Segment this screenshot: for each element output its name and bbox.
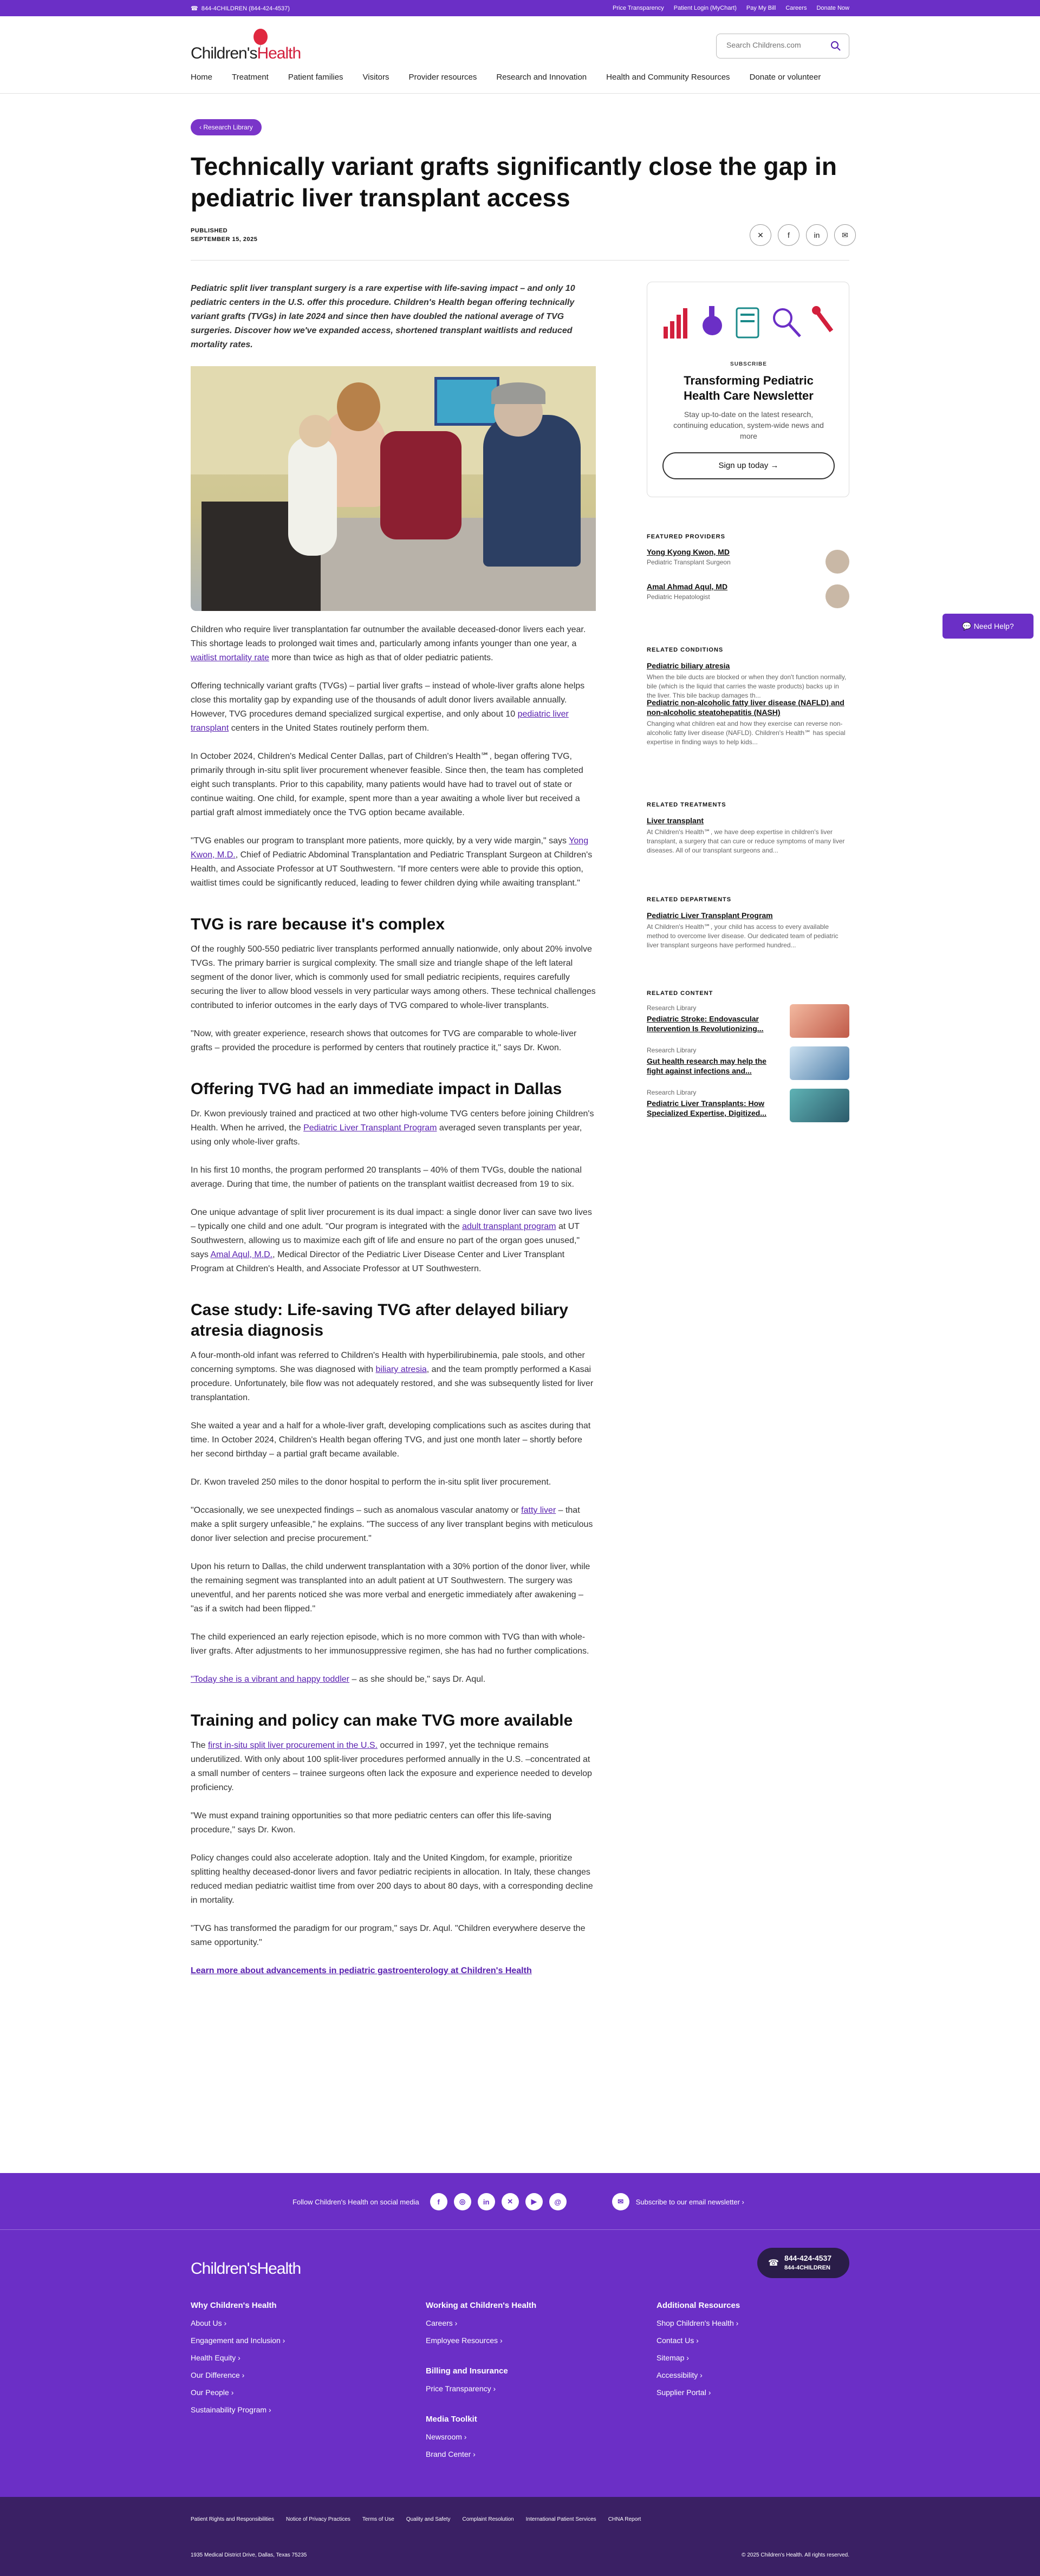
x-share-icon[interactable]: ✕ <box>750 224 771 246</box>
nav-item[interactable]: Provider resources <box>408 73 477 82</box>
divider <box>191 260 849 261</box>
spacer <box>426 2353 536 2366</box>
paragraph: "Today she is a vibrant and happy toddler – as she should be," says Dr. Aqul. <box>191 1675 486 1684</box>
utility-bar <box>0 0 1040 16</box>
section-heading: TVG is rare because it's complex <box>191 915 445 933</box>
article-body <box>191 282 596 1992</box>
inline-link[interactable]: fatty liver <box>521 1506 556 1515</box>
section-heading: Offering TVG had an immediate impact in Dallas <box>191 1080 562 1098</box>
footer-link[interactable]: Newsroom › <box>426 2432 467 2441</box>
footer-link[interactable]: Sustainability Program › <box>191 2405 271 2414</box>
youtube-icon[interactable]: ▶ <box>525 2193 543 2210</box>
related-item-link[interactable]: Liver transplant <box>647 816 704 825</box>
footer-column-resources <box>656 2301 740 2405</box>
social-bar: Follow Children's Health on social media f ◎ in ✕ ▶ @ ✉ Subscribe to our email newsletter › <box>292 2193 744 2210</box>
email-icon[interactable]: ✉ <box>612 2193 629 2210</box>
legal-link[interactable]: Notice of Privacy Practices <box>285 2516 350 2522</box>
related-item-link[interactable]: Pediatric biliary atresia <box>647 661 730 670</box>
newsletter-description: Stay up-to-date on the latest research, continuing education, system-wide news and more <box>673 410 824 440</box>
email-newsletter-link[interactable]: Subscribe to our email newsletter › <box>635 2197 744 2206</box>
paragraph: "Now, with greater experience, research shows that outcomes for TVG are comparable to whole-liver grafts – provided the procedure is performed by centers that routinely practice it," says Dr. Kwon. <box>191 1029 577 1052</box>
newsletter-heading: Transforming Pediatric Health Care Newsletter <box>684 374 814 402</box>
footer-phone-button[interactable]: ☎ 844-424-4537 844-4CHILDREN <box>757 2248 849 2278</box>
utility-link[interactable]: Donate Now <box>816 5 849 11</box>
section-heading: Training and policy can make TVG more available <box>191 1712 573 1729</box>
provider-name[interactable]: Amal Ahmad Aqul, MD <box>647 582 728 591</box>
utility-link[interactable]: Pay My Bill <box>746 5 776 11</box>
paragraph: In October 2024, Children's Medical Center Dallas, part of Children's Health℠, began offering TVG, primarily through in-situ split liver procurement whenever feasible. Since then, the team has completed eight such transplants. Prior to this capability, many patients would have had to travel out of state or continue waiting. One child, for example, spent more than a year awaiting a whole liver but received a partial graft almost immediately once the TVG option became available. <box>191 752 583 817</box>
footer-link[interactable]: Sitemap › <box>656 2353 689 2362</box>
related-item-link[interactable]: Pediatric non-alcoholic fatty liver disease (NAFLD) and non-alcoholic steatohepatitis (NASH) <box>647 698 844 717</box>
content-thumbnail[interactable] <box>790 1089 849 1122</box>
paragraph: Dr. Kwon traveled 250 miles to the donor hospital to perform the in-situ split liver procurement. <box>191 1478 551 1487</box>
utility-link[interactable]: Price Transparency <box>612 5 664 11</box>
main-nav <box>191 73 821 82</box>
email-share-icon[interactable]: ✉ <box>834 224 856 246</box>
related-treatments: RELATED TREATMENTS Liver transplant At Children's Health℠, we have deep expertise in children's liver transplant, a surgery that can cure or reduce symptoms of many liver diseases. All of our transplant surgeons and... <box>647 802 849 853</box>
featured-providers: FEATURED PROVIDERS Yong Kyong Kwon, MD Pediatric Transplant Surgeon Amal Ahmad Aqul, MD Pediatric Hepatologist <box>647 534 849 617</box>
newsletter-illustration-icon <box>647 298 850 342</box>
avatar <box>826 584 849 608</box>
facebook-icon[interactable]: f <box>430 2193 447 2210</box>
linkedin-share-icon[interactable]: in <box>806 224 828 246</box>
nav-item[interactable]: Home <box>191 73 213 82</box>
section-heading: Case study: Life-saving TVG after delayed biliary atresia diagnosis <box>191 1301 568 1339</box>
legal-link[interactable]: Complaint Resolution <box>462 2516 514 2522</box>
footer-link[interactable]: Careers › <box>426 2319 458 2327</box>
related-item-desc: Changing what children eat and how they exercise can reverse non-alcoholic fatty liver disease (NAFLD). Children's Health℠ has special expertise in finding ways to help kids... <box>647 720 846 746</box>
provider-card[interactable] <box>647 548 849 577</box>
paragraph: Dr. Kwon previously trained and practiced at two other high-volume TVG centers before joining Children's Health. When he arrived, the Pediatric Liver Transplant Program averaged seven transplants per year, using only whole-liver grafts. <box>191 1109 594 1147</box>
paragraph: Policy changes could also accelerate adoption. Italy and the United Kingdom, for example, prioritize splitting healthy deceased-donor livers and favor pediatric recipients in allocation. In Italy, these changes reduced median pediatric waitlist time from over 200 days to about 80 days, with a corresponding decline in mortality. <box>191 1853 593 1905</box>
article-lede: Pediatric split liver transplant surgery is a rare expertise with life-saving impact – and only 10 pediatric centers in the U.S. offer this procedure. Children's Health began offering technically variant grafts (TVGs) in late 2024 and since then have doubled the national average of TVG surgeries. Discover how we've expanded access, shortened transplant waitlists and reduced mortality rates. <box>191 284 575 349</box>
paragraph: Children who require liver transplantation far outnumber the available deceased-donor livers each year. This shortage leads to prolonged wait times and, particularly among infants younger than one year, a waitlist mortality rate more than twice as high as that of older pediatric patients. <box>191 625 586 662</box>
footer-link[interactable]: Our Difference › <box>191 2371 245 2379</box>
content-kind: Research Library <box>647 1004 697 1012</box>
legal-link[interactable]: Patient Rights and Responsibilities <box>191 2516 274 2522</box>
content-thumbnail[interactable] <box>790 1046 849 1080</box>
provider-name[interactable]: Yong Kyong Kwon, MD <box>647 548 730 556</box>
related-item-desc: When the bile ducts are blocked or when they don't function normally, bile (which is the liquid that carries the waste products) backs up in the liver. This bile backup damages th... <box>647 673 847 699</box>
phone-icon: ☎ <box>768 2259 779 2268</box>
paragraph: A four-month-old infant was referred to Children's Health with hyperbilirubinemia, pale stools, and other concerning symptoms. She was diagnosed with biliary atresia, and the team promptly performed a Kasai procedure. Unfortunately, bile flow was not adequately restored, and she was subsequently listed for liver transplantation. <box>191 1351 594 1402</box>
linkedin-icon[interactable]: in <box>478 2193 495 2210</box>
share-buttons <box>750 224 856 246</box>
paragraph: Of the roughly 500-550 pediatric liver transplants performed annually nationwide, only about 20% involve TVGs. The primary barrier is surgical complexity. The small size and triangle shape of the left lateral segment of the donor liver, which is commonly used for small pediatric recipients, requires carefully securing the liver to allow blood vessels in very particular ways among others. These technical challenges contributed to inferior outcomes in the early days of TVG compared to whole-liver transplants. <box>191 945 596 1010</box>
paragraph <box>191 1964 596 1978</box>
utility-phone[interactable]: ☎ 844-4CHILDREN (844-424-4537) <box>191 5 290 12</box>
utility-link[interactable]: Careers <box>785 5 807 11</box>
paragraph: She waited a year and a half for a whole-liver graft, developing complications such as ascites during that time. In October 2024, Children's Health began offering TVG, and just one month later – shortly before her second birthday – a partial graft became available. <box>191 1421 591 1459</box>
inline-link[interactable]: biliary atresia <box>375 1365 427 1374</box>
footer <box>0 2173 1040 2497</box>
paragraph: In his first 10 months, the program performed 20 transplants – 40% of them TVGs, double the national average. During that time, the number of patients on the transplant waitlist decreased from 19 to six. <box>191 1166 582 1189</box>
nav-item[interactable]: Donate or volunteer <box>749 73 821 82</box>
related-content-item[interactable] <box>647 1089 849 1126</box>
search-box[interactable] <box>716 34 849 58</box>
footer-link[interactable]: Brand Center › <box>426 2450 476 2458</box>
legal-bar <box>0 2497 1040 2576</box>
content-thumbnail[interactable] <box>790 1004 849 1038</box>
content-link[interactable]: Pediatric Liver Transplants: How Specialized Expertise, Digitized... <box>647 1099 766 1117</box>
provider-card[interactable] <box>647 582 849 612</box>
signup-button[interactable]: Sign up today → <box>662 452 835 479</box>
category-tag[interactable]: ‹ Research Library <box>191 119 262 135</box>
nav-item[interactable]: Patient families <box>288 73 343 82</box>
footer-link[interactable]: Price Transparency › <box>426 2384 496 2393</box>
article-title: Technically variant grafts significantly close the gap in pediatric liver transplant access <box>191 152 837 212</box>
paragraph: One unique advantage of split liver procurement is its dual impact: a single donor liver can save two lives – typically one child and one adult. "Our program is integrated with the adult transplant program at UT Southwestern, allowing us to maximize each gift of life and ensure no part of the organ goes unused," says Amal Aqul, M.D., Medical Director of the Pediatric Liver Disease Center and Liver Transplant Program at Children's Health, and Associate Professor at UT Southwestern. <box>191 1208 592 1273</box>
paragraph: Offering technically variant grafts (TVGs) – partial liver grafts – instead of whole-liver grafts alone helps close this mortality gap by expanding use of the thousands of adult donor livers available annually. However, TVG procedures demand specialized surgical expertise, and only about 10 pediatric liver transplant centers in the United States routinely perform them. <box>191 681 585 733</box>
related-content-item[interactable] <box>647 1046 849 1083</box>
related-content: RELATED CONTENT Research Library Pediatric Stroke: Endovascular Intervention Is Revolutionizing... Research Library Gut health research may help the fight against infections and... Research Library Pediatric Liver Transplants: How Specialized Expertise, Digitized... <box>647 990 849 1131</box>
utility-links <box>613 5 849 11</box>
related-item-desc: At Children's Health℠, we have deep expertise in children's liver transplant, a surgery that can cure or reduce symptoms of many liver diseases. All of our transplant surgeons and... <box>647 828 845 854</box>
content-kind: Research Library <box>647 1046 697 1054</box>
legal-link[interactable]: International Patient Services <box>525 2516 596 2522</box>
related-departments: RELATED DEPARTMENTS Pediatric Liver Transplant Program At Children's Health℠, your child has access to every available method to overcome liver disease. Our dedicated team of pediatric liver transplant surgeons have performed hundred... <box>647 896 849 947</box>
legal-link[interactable]: CHNA Report <box>608 2516 641 2522</box>
phone-icon: ☎ <box>191 5 198 12</box>
footer-link[interactable]: Accessibility › <box>656 2371 703 2379</box>
related-item <box>647 698 849 746</box>
footer-link[interactable]: Contact Us › <box>656 2336 699 2345</box>
sidebar <box>647 282 849 497</box>
content-link[interactable]: Gut health research may help the fight against infections and... <box>647 1057 766 1075</box>
content-link[interactable]: Pediatric Stroke: Endovascular Intervention Is Revolutionizing... <box>647 1014 764 1033</box>
facebook-share-icon[interactable]: f <box>778 224 800 246</box>
site-logo[interactable]: Children'sHealth <box>191 28 321 66</box>
related-item-desc: At Children's Health℠, your child has access to every available method to overcome liver disease. Our dedicated team of pediatric liver transplant surgeons have performed hundred... <box>647 923 838 949</box>
footer-column-working <box>426 2301 536 2467</box>
related-content-item[interactable] <box>647 1004 849 1041</box>
arrow-right-icon: → <box>770 461 779 470</box>
spacer <box>426 2402 536 2415</box>
related-item-link[interactable]: Pediatric Liver Transplant Program <box>647 911 773 920</box>
inline-link[interactable]: adult transplant program <box>462 1222 556 1231</box>
search-icon[interactable] <box>830 41 841 51</box>
footer-link[interactable]: Employee Resources › <box>426 2336 503 2345</box>
inline-link[interactable]: waitlist mortality rate <box>191 653 269 662</box>
footer-heading: Media Toolkit <box>426 2415 477 2424</box>
newsletter-eyebrow: SUBSCRIBE <box>730 361 767 367</box>
inline-link[interactable]: pediatric liver transplant <box>191 710 569 733</box>
paragraph: "TVG enables our program to transplant more patients, more quickly, by a very wide margin," says Yong Kwon, M.D., Chief of Pediatric Abdominal Transplantation and Pediatric Transplant Surgeon at Children's Health, and Associate Professor at UT Southwestern. "If more centers were able to provide this option, waitlist times could be significantly reduced, leading to fewer children dying while awaiting transplant." <box>191 836 593 888</box>
footer-link[interactable]: Health Equity › <box>191 2353 240 2362</box>
provider-role: Pediatric Transplant Surgeon <box>647 558 731 566</box>
footer-heading: Why Children's Health <box>191 2301 277 2310</box>
inline-link[interactable]: Yong Kwon, M.D. <box>191 836 589 860</box>
inline-link[interactable]: Pediatric Liver Transplant Program <box>303 1123 437 1133</box>
nav-item[interactable]: Research and Innovation <box>496 73 587 82</box>
related-conditions: RELATED CONDITIONS Pediatric biliary atresia When the bile ducts are blocked or when they don't function normally, bile (which is the liquid that carries the waste products) backs up in the liver. This bile backup damages th... Pediatric non-alcoholic fatty liver disease (NAFLD) and non-alcoholic steatohepatitis (NASH) Changing what children eat and how they exercise can reverse non-alcoholic fatty liver disease (NAFLD). Children's Health℠ has special expertise in finding ways to help kids... <box>647 647 849 744</box>
footer-link[interactable]: Our People › <box>191 2388 234 2397</box>
paragraph: The first in-situ split liver procurement in the U.S. occurred in 1997, yet the technique remains underutilized. With only about 100 split-liver procedures performed annually in the U.S. –concentrated at a small number of centers – trainee surgeons often lack the exposure and experience needed to develop proficiency. <box>191 1741 592 1792</box>
provider-role: Pediatric Hepatologist <box>647 593 710 601</box>
utility-link[interactable]: Patient Login (MyChart) <box>673 5 737 11</box>
inline-link[interactable]: Amal Aqul, M.D. <box>210 1250 273 1259</box>
publish-info: PUBLISHED SEPTEMBER 15, 2025 <box>191 227 258 243</box>
instagram-icon[interactable]: ◎ <box>454 2193 471 2210</box>
threads-icon[interactable]: @ <box>549 2193 567 2210</box>
footer-heading: Working at Children's Health <box>426 2301 537 2310</box>
footer-link[interactable]: Supplier Portal › <box>656 2388 711 2397</box>
inline-link[interactable]: "Today she is a vibrant and happy toddler <box>191 1675 349 1684</box>
related-item <box>647 816 849 854</box>
avatar <box>826 550 849 574</box>
x-icon[interactable]: ✕ <box>502 2193 519 2210</box>
copyright: © 2025 Children's Health. All rights reserved. <box>742 2552 849 2558</box>
inline-link[interactable]: first in-situ split liver procurement in the U.S. <box>208 1741 378 1750</box>
newsletter-card <box>647 282 849 497</box>
footer-column-why <box>191 2301 285 2423</box>
nav-item[interactable]: Health and Community Resources <box>606 73 730 82</box>
paragraph: Upon his return to Dallas, the child underwent transplantation with a 30% portion of the donor liver, while the remaining segment was transplanted into an adult patient at UT Southwestern. The surgery was uneventful, and her parents noticed she was more verbal and energetic immediately after awakening – "as if a switch had been flipped." <box>191 1562 590 1614</box>
content-kind: Research Library <box>647 1089 697 1096</box>
address: 1935 Medical District Drive, Dallas, Texas 75235 <box>191 2552 307 2558</box>
footer-logo[interactable]: Children'sHealth <box>191 2260 301 2278</box>
paragraph: "We must expand training opportunities so that more pediatric centers can offer this life-saving procedure," says Dr. Kwon. <box>191 1811 551 1835</box>
related-item <box>647 661 849 699</box>
divider <box>0 93 1040 94</box>
need-help-button[interactable]: 💬 Need Help? <box>942 614 1034 639</box>
legal-link[interactable]: Quality and Safety <box>406 2516 451 2522</box>
paragraph: "Occasionally, we see unexpected findings – such as anomalous vascular anatomy or fatty liver – that make a split surgery unfeasible," he explains. "The success of any liver transplant begins with meticulous donor liver selection and precise procurement." <box>191 1506 593 1543</box>
chat-icon: 💬 <box>962 622 972 630</box>
footer-link[interactable]: About Us › <box>191 2319 227 2327</box>
footer-heading: Additional Resources <box>656 2301 740 2310</box>
nav-item[interactable]: Visitors <box>362 73 389 82</box>
divider <box>0 2229 1040 2230</box>
related-item <box>647 910 849 949</box>
footer-link[interactable]: Shop Children's Health › <box>656 2319 739 2327</box>
search-input[interactable] <box>726 41 824 49</box>
nav-item[interactable]: Treatment <box>232 73 269 82</box>
learn-more-link[interactable]: Learn more about advancements in pediatric gastroenterology at Children's Health <box>191 1966 532 1975</box>
paragraph: "TVG has transformed the paradigm for our program," says Dr. Aqul. "Children everywhere deserve the same opportunity." <box>191 1924 586 1947</box>
footer-link[interactable]: Engagement and Inclusion › <box>191 2336 285 2345</box>
legal-link[interactable]: Terms of Use <box>362 2516 394 2522</box>
footer-heading: Billing and Insurance <box>426 2366 508 2376</box>
paragraph: The child experienced an early rejection episode, which is no more common with TVG than with whole-liver grafts. After adjustments to her immunosuppressive regimen, she has had no further complications. <box>191 1632 589 1656</box>
article-hero-image <box>191 366 596 611</box>
